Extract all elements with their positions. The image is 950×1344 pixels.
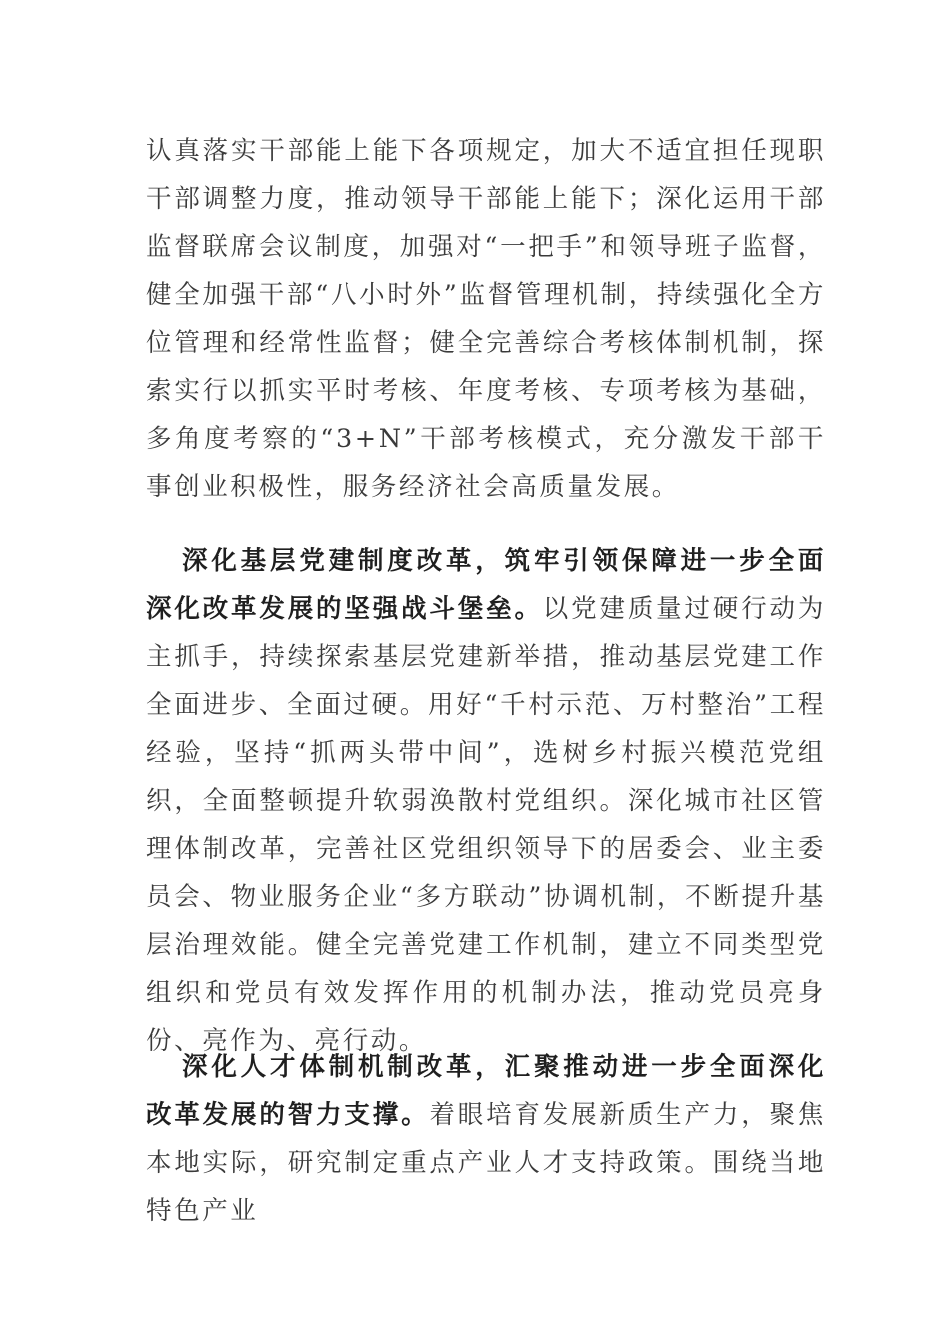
paragraph-2-body: 以党建质量过硬行动为主抓手，持续探索基层党建新举措，推动基层党建工作全面进步、全面过硬。用好“千村示范、万村整治”工程经验，坚持“抓两头带中间”，选树乡村振兴模范党组织，全面整顿提升软弱涣散村党组织。深化城市社区管理体制改革，完善社区党组织领导下的居委会、业主委员会、物业服务企业“多方联动”协调机制，不断提升基层治理效能。健全完善党建工作机制，建立不同类型党组织和党员有效发挥作用的机制办法，推动党员亮身份、亮作为、亮行动。 bbox=[146, 594, 826, 1056]
paragraph-2 bbox=[146, 537, 826, 1065]
paragraph-3-text bbox=[146, 1043, 826, 1235]
paragraph-3 bbox=[146, 1043, 826, 1235]
paragraph-2-text bbox=[146, 537, 826, 1065]
paragraph-3-body: 着眼培育发展新质生产力，聚焦本地实际，研究制定重点产业人才支持政策。围绕当地特色产业 bbox=[146, 1100, 826, 1226]
paragraph-2-heading: 深化基层党建制度改革，筑牢引领保障进一步全面深化改革发展的坚强战斗堡垒。 bbox=[146, 546, 826, 624]
paragraph-1-body: 认真落实干部能上能下各项规定，加大不适宜担任现职干部调整力度，推动领导干部能上能下；深化运用干部监督联席会议制度，加强对“一把手”和领导班子监督，健全加强干部“八小时外”监督管理机制，持续强化全方位管理和经常性监督；健全完善综合考核体制机制，探索实行以抓实平时考核、年度考核、专项考核为基础，多角度考察的“3+N”干部考核模式，充分激发干部干事创业积极性，服务经济社会高质量发展。 bbox=[146, 136, 826, 502]
paragraph-1 bbox=[146, 127, 826, 511]
paragraph-1-text bbox=[146, 127, 826, 511]
paragraph-3-heading: 深化人才体制机制改革，汇聚推动进一步全面深化改革发展的智力支撑。 bbox=[146, 1052, 826, 1130]
